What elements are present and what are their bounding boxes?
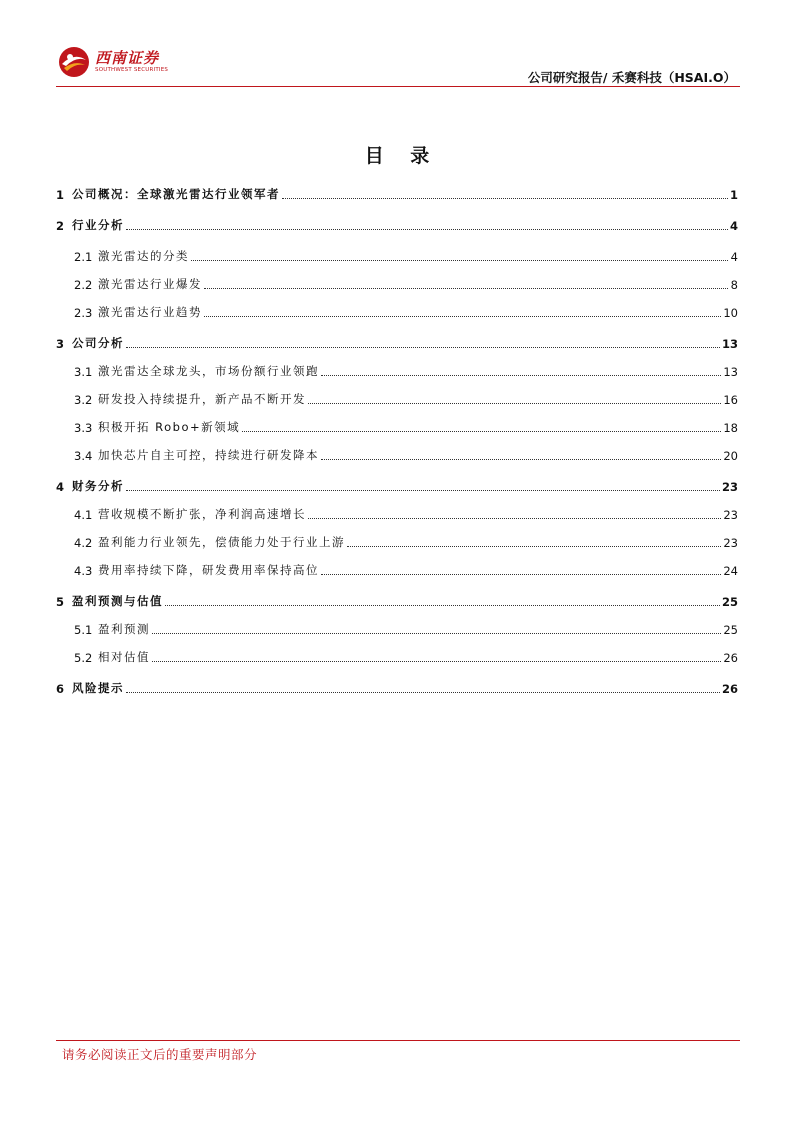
toc-entry[interactable] — [56, 184, 738, 202]
toc-entry-page: 8 — [730, 278, 738, 292]
toc-entry-page: 18 — [723, 421, 738, 435]
toc-entry[interactable] — [56, 532, 738, 550]
toc-entry-number: 5.2 — [74, 651, 93, 665]
toc-entry-page: 13 — [721, 337, 738, 351]
toc-entry-number: 6 — [56, 682, 65, 696]
toc-entry-label: 行业分析 — [72, 218, 124, 232]
toc-entry[interactable] — [56, 333, 738, 351]
toc-entry-label: 风险提示 — [72, 681, 124, 695]
toc-dot-leader — [126, 346, 720, 348]
toc-entry-page: 23 — [723, 536, 738, 550]
toc-entry-page: 25 — [721, 595, 738, 609]
toc-entry[interactable] — [56, 361, 738, 379]
toc-entry[interactable] — [56, 246, 738, 264]
toc-dot-leader — [321, 573, 721, 575]
toc-entry[interactable] — [56, 476, 738, 494]
page-header — [56, 44, 740, 88]
toc-entry-page: 25 — [723, 623, 738, 637]
toc-entry-label: 营收规模不断扩张，净利润高速增长 — [98, 507, 306, 521]
toc-entry[interactable] — [56, 647, 738, 665]
toc-title: 目 录 — [364, 145, 440, 167]
toc-entry[interactable] — [56, 591, 738, 609]
toc-entry[interactable] — [56, 215, 738, 233]
toc-entry-label: 积极开拓 Robo+新领域 — [98, 420, 241, 434]
toc-entry[interactable] — [56, 445, 738, 463]
toc-dot-leader — [321, 458, 721, 460]
toc-entry-number: 3.1 — [74, 365, 93, 379]
toc-dot-leader — [191, 259, 728, 261]
toc-entry-label: 盈利能力行业领先，偿债能力处于行业上游 — [98, 535, 345, 549]
toc-dot-leader — [126, 489, 720, 491]
toc-entry-page: 4 — [730, 250, 738, 264]
toc-entry-page: 23 — [721, 480, 738, 494]
toc-entry-label: 激光雷达行业趋势 — [98, 305, 202, 319]
toc-dot-leader — [308, 402, 721, 404]
toc-entry-number: 2.3 — [74, 306, 93, 320]
toc-entry[interactable] — [56, 389, 738, 407]
toc-dot-leader — [204, 287, 728, 289]
toc-dot-leader — [242, 430, 721, 432]
toc-entry-label: 公司概况：全球激光雷达行业领军者 — [72, 187, 280, 201]
toc-entry-label: 激光雷达的分类 — [98, 249, 189, 263]
toc-entry-label: 加快芯片自主可控，持续进行研发降本 — [98, 448, 319, 462]
logo-chinese-name: 西南证券 — [95, 49, 160, 67]
toc-entry-label: 公司分析 — [72, 336, 124, 350]
toc-entry-number: 5 — [56, 595, 65, 609]
toc-entry-number: 4.2 — [74, 536, 93, 550]
report-title: 公司研究报告/ 禾赛科技（HSAI.O） — [527, 70, 736, 85]
toc-entry-number: 1 — [56, 188, 65, 202]
toc-entry-page: 23 — [723, 508, 738, 522]
toc-dot-leader — [204, 315, 721, 317]
toc-dot-leader — [321, 374, 721, 376]
toc-entry-label: 财务分析 — [72, 479, 124, 493]
toc-entry[interactable] — [56, 417, 738, 435]
toc-entry-label: 费用率持续下降，研发费用率保持高位 — [98, 563, 319, 577]
logo-english-name: SOUTHWEST SECURITIES — [95, 67, 169, 73]
toc-dot-leader — [308, 517, 721, 519]
toc-entry-label: 盈利预测与估值 — [72, 594, 163, 608]
toc-entry-number: 3.3 — [74, 421, 93, 435]
toc-entry-page: 13 — [723, 365, 738, 379]
toc-entry[interactable] — [56, 678, 738, 696]
toc-entry-number: 4 — [56, 480, 65, 494]
toc-entry-page: 10 — [723, 306, 738, 320]
toc-entry-label: 激光雷达行业爆发 — [98, 277, 202, 291]
toc-dot-leader — [152, 660, 721, 662]
toc-entry-number: 3 — [56, 337, 65, 351]
footer-disclaimer: 请务必阅读正文后的重要声明部分 — [62, 1047, 258, 1062]
toc-entry[interactable] — [56, 302, 738, 320]
toc-entry-page: 20 — [723, 449, 738, 463]
footer-divider — [56, 1040, 740, 1041]
toc-entry-number: 3.4 — [74, 449, 93, 463]
toc-entry-page: 16 — [723, 393, 738, 407]
toc-entry-number: 4.1 — [74, 508, 93, 522]
toc-dot-leader — [347, 545, 721, 547]
toc-dot-leader — [165, 604, 720, 606]
toc-entry-number: 3.2 — [74, 393, 93, 407]
toc-entry-page: 4 — [729, 219, 738, 233]
toc-entry-label: 研发投入持续提升，新产品不断开发 — [98, 392, 306, 406]
toc-entry-label: 盈利预测 — [98, 622, 150, 636]
toc-entry[interactable] — [56, 504, 738, 522]
toc-entry[interactable] — [56, 560, 738, 578]
toc-entry-number: 2.2 — [74, 278, 93, 292]
company-logo — [58, 46, 168, 78]
toc-dot-leader — [152, 632, 721, 634]
toc-dot-leader — [126, 228, 728, 230]
toc-entry[interactable] — [56, 274, 738, 292]
toc-dot-leader — [126, 691, 720, 693]
toc-entry-number: 4.3 — [74, 564, 93, 578]
toc-entry-label: 激光雷达全球龙头，市场份额行业领跑 — [98, 364, 319, 378]
toc-entry-number: 5.1 — [74, 623, 93, 637]
toc-entry-page: 26 — [723, 651, 738, 665]
toc-entry-page: 24 — [723, 564, 738, 578]
toc-dot-leader — [282, 197, 728, 199]
toc-entry-number: 2 — [56, 219, 65, 233]
toc-entry-label: 相对估值 — [98, 650, 150, 664]
toc-entry[interactable] — [56, 619, 738, 637]
header-divider — [56, 86, 740, 87]
toc-entry-page: 26 — [721, 682, 738, 696]
toc-entry-page: 1 — [729, 188, 738, 202]
toc-entry-number: 2.1 — [74, 250, 93, 264]
logo-mark-icon — [58, 46, 90, 78]
